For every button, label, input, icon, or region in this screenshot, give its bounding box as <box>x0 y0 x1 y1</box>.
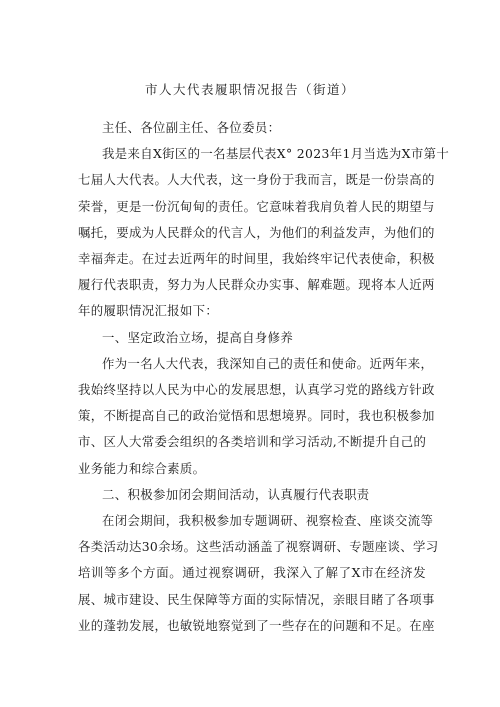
paragraph-line: 幸福奔走。在过去近两年的时间里，我始终牢记代表使命，积极 <box>78 251 435 267</box>
paragraph-line: 作为一名人大代表，我深知自己的责任和使命。近两年来， <box>102 355 434 371</box>
paragraph-line: 七届人大代表。人大代表，这一身份于我而言，既是一份崇高的 <box>78 172 435 188</box>
paragraph-line: 嘱托，要成为人民群众的代言人，为他们的利益发声，为他们的 <box>78 224 435 240</box>
paragraph-line: 业的蓬勃发展，也敏锐地察觉到了一些存在的问题和不足。在座 <box>78 617 435 633</box>
document-body <box>78 115 450 639</box>
paragraph-line: 策，不断提高自己的政治觉悟和思想境界。同时，我也积极参加 <box>78 408 435 424</box>
paragraph-line: 年的履职情况汇报如下： <box>78 303 219 319</box>
paragraph-line: 各类活动达30余场。这些活动涵盖了视察调研、专题座谈、学习 <box>78 539 439 555</box>
paragraph-line: 履行代表职责，努力为人民群众办实事、解难题。现将本人近两 <box>78 277 435 293</box>
paragraph-line: 我始终坚持以人民为中心的发展思想，认真学习党的路线方针政 <box>78 382 435 398</box>
document-title: 市人大代表履职情况报告（街道） <box>144 82 355 97</box>
paragraph-line: 展、城市建设、民生保障等方面的实际情况，亲眼目睹了各项事 <box>78 591 435 607</box>
paragraph-line: 培训等多个方面。通过视察调研，我深入了解了X市在经济发 <box>78 565 426 581</box>
paragraph-line: 业务能力和综合素质。 <box>78 460 206 476</box>
paragraph-line: 在闭会期间，我积极参加专题调研、视察检查、座谈交流等 <box>102 513 434 529</box>
paragraph-line: 我是来自X街区的一名基层代表X° 2023年1月当选为X市第十 <box>102 146 450 162</box>
section-heading: 二、积极参加闭会期间活动，认真履行代表职责 <box>102 486 370 502</box>
salutation: 主任、各位副主任、各位委员： <box>102 120 281 135</box>
paragraph-line: 荣誉，更是一份沉甸甸的责任。它意味着我肩负着人民的期望与 <box>78 198 435 214</box>
paragraph-line: 市、区人大常委会组织的各类培训和学习活动,不断提升自己的 <box>78 434 427 450</box>
section-heading: 一、坚定政治立场，提高自身修养 <box>102 329 294 345</box>
